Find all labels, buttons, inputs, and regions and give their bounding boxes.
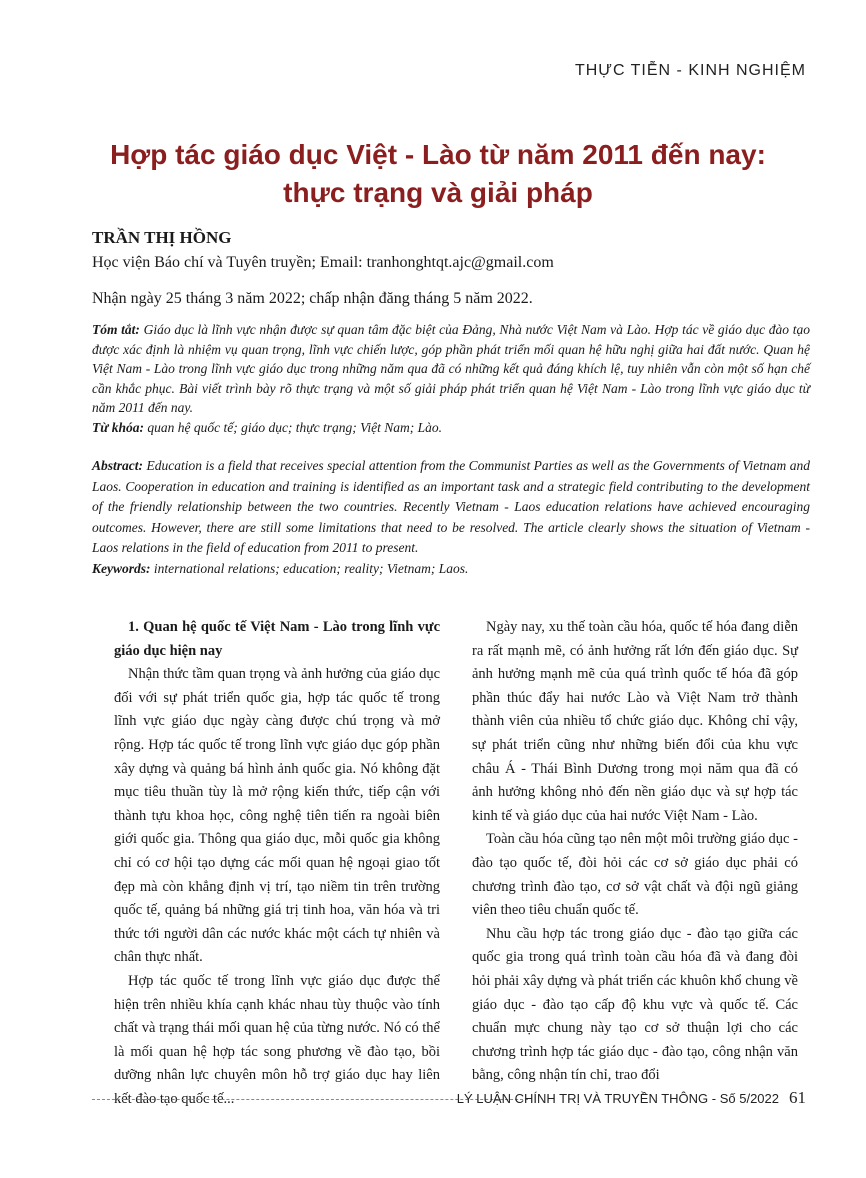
right-column	[472, 616, 798, 1088]
abstract-text: Education is a field that receives special attention from the Communist Parties as well as the Governments of Vietnam and Laos. Cooperation in education and training is identified as an important task and a strategic field contributing to the development of the friendly relationship between the two countries. Recently Vietnam - Laos education relations have achieved encouraging outcomes. However, there are still some limitations that need to be resolved. The article clearly shows the situation of Vietnam - Laos relations in the field of education from 2011 to present.	[92, 458, 810, 555]
article-title	[80, 136, 796, 212]
author-name: TRẦN THỊ HỒNG	[92, 228, 232, 247]
vietnamese-summary	[92, 320, 810, 437]
left-column	[114, 616, 440, 1111]
right-paragraph: Ngày nay, xu thế toàn cầu hóa, quốc tế hóa đang diễn ra rất mạnh mẽ, có ảnh hưởng rất lớn đến giáo dục. Sự ảnh hưởng mạnh mẽ của quá trình quốc tế hóa đã góp phần thúc đẩy hai nước Lào và Việt Nam trở thành thành viên của nhiều tổ chức giáo dục. Không chỉ vậy, sự phát triển cũng như những biến đổi của khu vực châu Á - Thái Bình Dương trong mọi năm qua đã có ảnh hưởng không nhỏ đến nền giáo dục và sự hợp tác kinh tế và giáo dục của hai nước Việt Nam - Lào.	[472, 619, 798, 824]
page-footer	[457, 1088, 806, 1108]
summary-text: Giáo dục là lĩnh vực nhận được sự quan tâm đặc biệt của Đảng, Nhà nước Việt Nam và Lào. Hợp tác về giáo dục đào tạo được xác định là nhiệm vụ quan trọng, lĩnh vực chiến lược, góp phần phát triển mối quan hệ hữu nghị giữa hai đất nước. Quan hệ Việt Nam - Lào trong lĩnh vực giáo dục trong những năm qua đã có những kết quả đáng khích lệ, tuy nhiên vẫn còn một số hạn chế cần khắc phục. Bài viết trình bày rõ thực trạng và một số giải pháp phát triển quan hệ Việt Nam - Lào trong lĩnh vực giáo dục từ năm 2011 đến nay.	[92, 322, 810, 415]
submission-dates: Nhận ngày 25 tháng 3 năm 2022; chấp nhận đăng tháng 5 năm 2022.	[92, 290, 533, 307]
keywords-en-text: international relations; education; reality; Vietnam; Laos.	[150, 560, 469, 576]
journal-name: LÝ LUẬN CHÍNH TRỊ VÀ TRUYỀN THÔNG - Số 5/2022	[456, 1091, 779, 1106]
keywords-vi-label: Từ khóa:	[92, 419, 144, 435]
summary-label: Tóm tắt:	[92, 322, 140, 337]
page-number: 61	[789, 1088, 806, 1107]
author-affiliation: Học viện Báo chí và Tuyên truyền; Email: tranhonghtqt.ajc@gmail.com	[92, 254, 554, 271]
keywords-en-label: Keywords:	[92, 560, 151, 576]
left-paragraph: Hợp tác quốc tế trong lĩnh vực giáo dục được thể hiện trên nhiều khía cạnh khác nhau tùy thuộc vào tính chất và trạng thái mối quan hệ của từng nước. Nó có thể là mối quan hệ hợp tác song phương về đào tạo, bồi dưỡng nhân lực chuyên môn hỗ trợ giáo dục hay liên kết đào tạo quốc tế...	[114, 972, 440, 1107]
keywords-vi-text: quan hệ quốc tế; giáo dục; thực trạng; Việt Nam; Lào.	[143, 419, 443, 435]
abstract-label: Abstract:	[92, 458, 144, 473]
english-abstract	[92, 456, 810, 579]
article-title-line-1: Hợp tác giáo dục Việt - Lào từ năm 2011 đến nay:	[110, 139, 766, 170]
section-tag: THỰC TIỄN - KINH NGHIỆM	[574, 62, 806, 79]
section-1-heading: 1. Quan hệ quốc tế Việt Nam - Lào trong lĩnh vực giáo dục hiện nay	[114, 619, 440, 659]
right-paragraph: Nhu cầu hợp tác trong giáo dục - đào tạo giữa các quốc gia trong quá trình toàn cầu hóa đã và đang đòi hỏi phải xây dựng và phát triển các khuôn khổ chung về giáo dục - đào tạo cấp độ khu vực và quốc tế. Các chuẩn mực chung này tạo cơ sở thuận lợi cho các chương trình hợp tác giáo dục - đào tạo, công nhận văn bằng, công nhận tín chỉ, trao đổi	[472, 925, 798, 1084]
left-paragraph: Nhận thức tầm quan trọng và ảnh hưởng của giáo dục đối với sự phát triển quốc gia, hợp tác quốc tế trong lĩnh vực giáo dục ngày càng được chú trọng và mở rộng. Hợp tác quốc tế trong lĩnh vực giáo dục góp phần xây dựng và quảng bá hình ảnh quốc gia. Nó không đặt mục tiêu thuần tùy là mở rộng kiến thức, tiếp cận với thành tựu khoa học, công nghệ tiên tiến ra ngoài biên giới quốc gia. Thông qua giáo dục, mỗi quốc gia không chỉ có cơ hội tạo dựng các mối quan hệ ngoại giao tốt đẹp mà còn khẳng định vị trí, tạo niềm tin trên trường quốc tế, quảng bá những giá trị tinh hoa, văn hóa và tri thức tới người dân các nước khác một cách tự nhiên và chân thực nhất.	[114, 666, 440, 966]
article-title-line-2: thực trạng và giải pháp	[283, 177, 593, 208]
right-paragraph: Toàn cầu hóa cũng tạo nên một môi trường giáo dục - đào tạo quốc tế, đòi hỏi các cơ sở giáo dục phải có chương trình đào tạo, cơ sở vật chất và đội ngũ giảng viên theo tiêu chuẩn quốc tế.	[472, 831, 798, 919]
